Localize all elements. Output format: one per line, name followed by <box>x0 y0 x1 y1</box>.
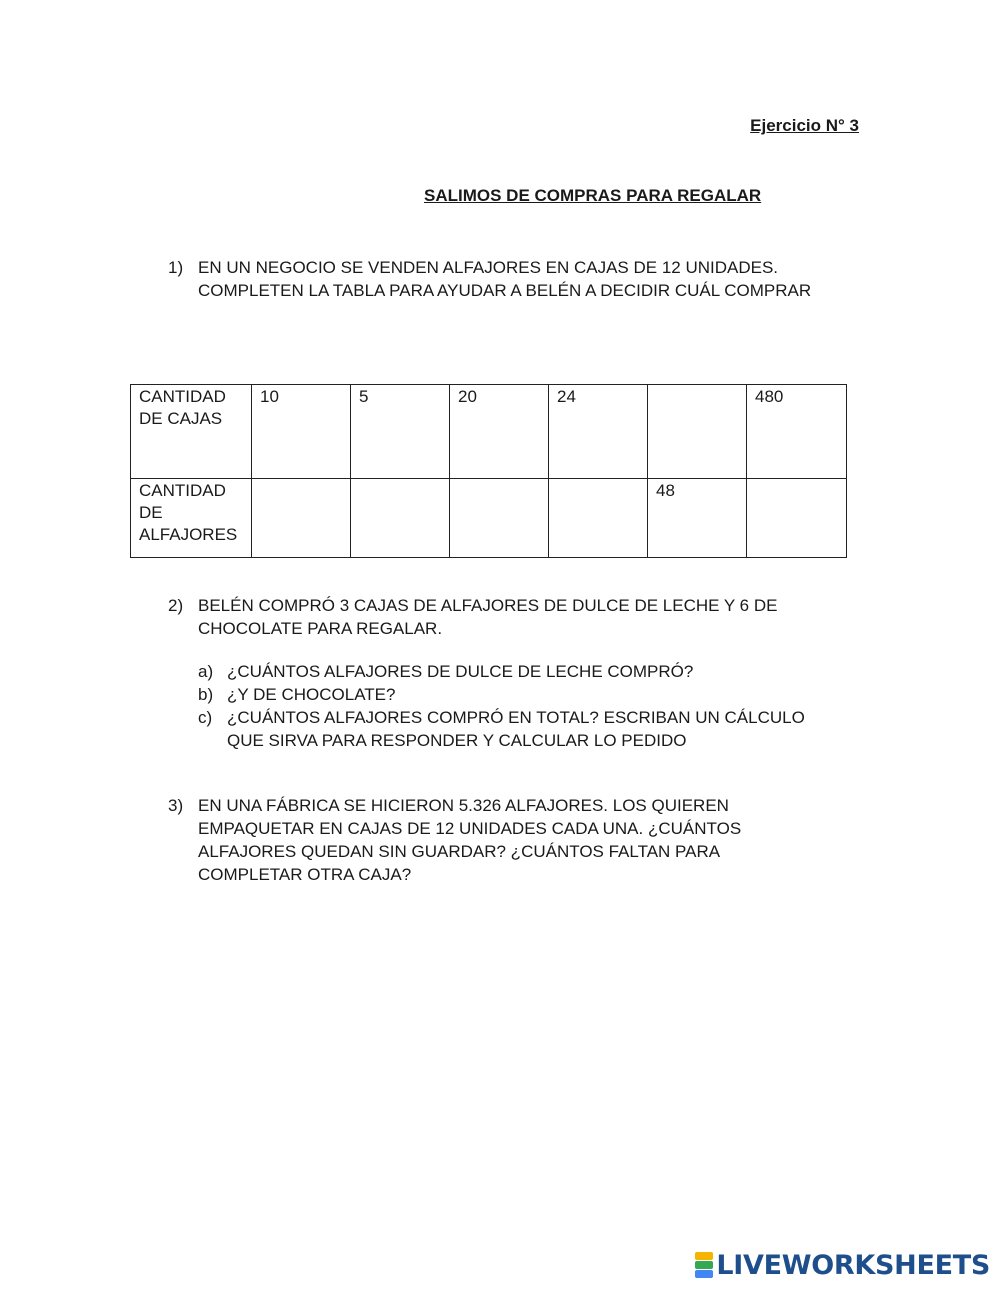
table-cell-blank[interactable] <box>351 479 450 558</box>
table-cell[interactable]: 24 <box>549 385 648 479</box>
boxes-table <box>130 384 847 558</box>
question-2-subitems <box>198 660 805 752</box>
question-2 <box>168 594 777 640</box>
question-1 <box>168 256 811 302</box>
question-3 <box>168 794 741 886</box>
question-number: 1) <box>168 258 184 277</box>
question-text: BELÉN COMPRÓ 3 CAJAS DE ALFAJORES DE DULCE DE LECHE Y 6 DE <box>198 596 778 615</box>
question-text: EN UN NEGOCIO SE VENDEN ALFAJORES EN CAJAS DE 12 UNIDADES. <box>198 258 779 277</box>
table-cell-blank[interactable] <box>747 479 847 558</box>
table-cell-blank[interactable] <box>549 479 648 558</box>
table-cell[interactable]: 5 <box>351 385 450 479</box>
sub-text: QUE SIRVA PARA RESPONDER Y CALCULAR LO PEDIDO <box>227 731 687 750</box>
sub-question-a <box>198 660 805 683</box>
table-cell[interactable]: 480 <box>747 385 847 479</box>
question-text: COMPLETEN LA TABLA PARA AYUDAR A BELÉN A DECIDIR CUÁL COMPRAR <box>198 281 812 300</box>
question-text: EN UNA FÁBRICA SE HICIERON 5.326 ALFAJORES. LOS QUIEREN <box>198 796 729 815</box>
sub-question-c <box>198 706 805 752</box>
table-cell[interactable]: 10 <box>252 385 351 479</box>
table-cell[interactable]: 20 <box>450 385 549 479</box>
liveworksheets-icon <box>695 1252 713 1278</box>
table-cell-blank[interactable] <box>252 479 351 558</box>
table-cell-blank[interactable] <box>648 385 747 479</box>
question-number: 2) <box>168 596 184 615</box>
sub-text: ¿CUÁNTOS ALFAJORES DE DULCE DE LECHE COMPRÓ? <box>227 662 694 681</box>
row-header-alfajores: CANTIDAD DE ALFAJORES <box>131 479 252 558</box>
sub-letter: b) <box>198 685 214 704</box>
table-row-alfajores <box>131 479 847 558</box>
question-text: ALFAJORES QUEDAN SIN GUARDAR? ¿CUÁNTOS FALTAN PARA <box>198 842 721 861</box>
sub-text: ¿Y DE CHOCOLATE? <box>227 685 396 704</box>
question-number: 3) <box>168 796 184 815</box>
sub-letter: c) <box>198 708 213 727</box>
sub-letter: a) <box>198 662 214 681</box>
question-text: COMPLETAR OTRA CAJA? <box>198 865 412 884</box>
liveworksheets-logo <box>695 1249 990 1281</box>
sub-text: ¿CUÁNTOS ALFAJORES COMPRÓ EN TOTAL? ESCRIBAN UN CÁLCULO <box>227 708 805 727</box>
table-cell[interactable]: 48 <box>648 479 747 558</box>
page-title: SALIMOS DE COMPRAS PARA REGALAR <box>424 186 762 205</box>
question-text: CHOCOLATE PARA REGALAR. <box>198 619 443 638</box>
table-row-boxes <box>131 385 847 479</box>
sub-question-b <box>198 683 805 706</box>
brand-name: LIVEWORKSHEETS <box>716 1249 990 1281</box>
exercise-label: Ejercicio N° 3 <box>750 116 859 135</box>
question-text: EMPAQUETAR EN CAJAS DE 12 UNIDADES CADA UNA. ¿CUÁNTOS <box>198 819 742 838</box>
row-header-boxes: CANTIDAD DE CAJAS <box>131 385 252 479</box>
table-cell-blank[interactable] <box>450 479 549 558</box>
